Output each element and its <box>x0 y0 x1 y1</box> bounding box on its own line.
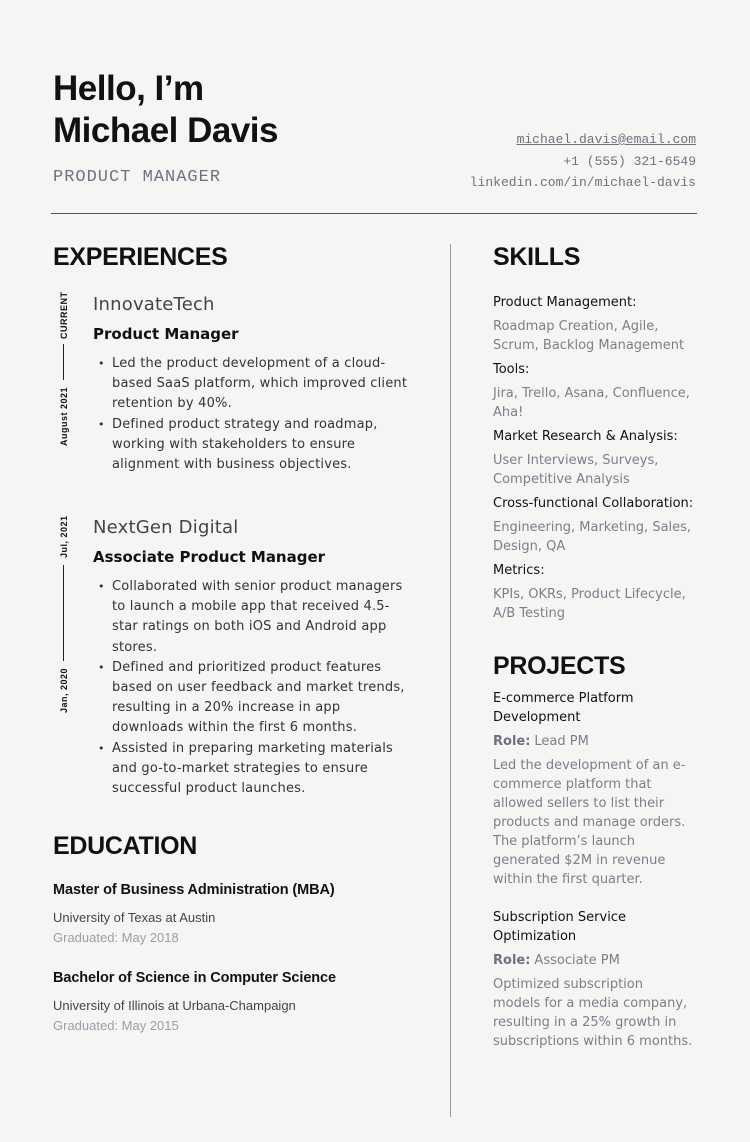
linkedin-link[interactable]: linkedin.com/in/michael-davis <box>469 175 696 190</box>
skill-values: KPIs, OKRs, Product Lifecycle, A/B Testing <box>493 587 686 621</box>
role-value: Lead PM <box>534 734 589 749</box>
skill-values: Roadmap Creation, Agile, Scrum, Backlog Management <box>493 319 685 353</box>
projects-title: PROJECTS <box>493 652 626 680</box>
experience-end-date: Jul, 2021 <box>59 515 69 559</box>
role-value: Associate PM <box>534 953 620 968</box>
experience-item <box>53 292 413 482</box>
experience-end-date: CURRENT <box>59 291 69 339</box>
list-item: • Defined and prioritized product features based on user feedback and market trends, resulting in a 20% increase in app downloads within the first 6 months. <box>98 658 413 739</box>
company-name: NextGen Digital <box>93 517 239 538</box>
phone-link[interactable]: +1 (555) 321-6549 <box>563 153 696 169</box>
project-item <box>493 689 693 889</box>
degree-title: Master of Business Administration (MBA) <box>53 882 335 898</box>
project-description: Optimized subscription models for a media company, resulting in a 25% growth in subscriptions within 6 months. <box>493 977 693 1049</box>
graduation-date: Graduated: May 2018 <box>53 930 179 945</box>
skill-values: User Interviews, Surveys, Competitive Analysis <box>493 453 659 487</box>
experience-start-date: August 2021 <box>59 386 69 446</box>
name-heading: Michael Davis <box>53 111 278 150</box>
graduation-date: Graduated: May 2015 <box>53 1018 179 1033</box>
greeting-heading <box>53 68 278 152</box>
school-name: University of Texas at Austin <box>53 910 216 925</box>
education-item <box>53 970 433 1033</box>
experiences-title: EXPERIENCES <box>53 243 228 271</box>
experience-item <box>53 515 413 797</box>
job-title: Associate Product Manager <box>93 548 326 566</box>
role-label: Role: <box>493 953 531 968</box>
list-item: • Defined product strategy and roadmap, working with stakeholders to ensure alignment with business objectives. <box>98 415 413 476</box>
experience-start-date: Jan, 2020 <box>59 667 69 713</box>
project-role <box>493 732 693 751</box>
project-name: Subscription Service Optimization <box>493 910 626 944</box>
skill-heading: Market Research & Analysis: <box>493 429 678 444</box>
list-item: • Led the product development of a cloud-based SaaS platform, which improved client retention by 40%. <box>98 354 413 415</box>
education-title: EDUCATION <box>53 832 198 860</box>
skill-heading: Tools: <box>493 362 530 377</box>
job-role: PRODUCT MANAGER <box>53 168 222 187</box>
skill-heading: Metrics: <box>493 563 545 578</box>
greeting-line-1: Hello, I’m <box>53 69 204 108</box>
list-item: • Collaborated with senior product managers to launch a mobile app that received 4.5-star ratings on both iOS and Android app stores. <box>98 577 413 658</box>
email-link[interactable]: michael.davis@email.com <box>516 132 696 147</box>
company-name: InnovateTech <box>93 294 215 315</box>
experience-bullets <box>98 577 413 799</box>
project-item <box>493 908 693 1051</box>
project-description: Led the development of an e-commerce platform that allowed sellers to list their products and manage orders. The platform’s launch generated $2M in revenue within the first quarter. <box>493 758 686 887</box>
skill-values: Engineering, Marketing, Sales, Design, QA <box>493 520 692 554</box>
role-label: Role: <box>493 734 531 749</box>
education-item <box>53 882 433 945</box>
school-name: University of Illinois at Urbana-Champaign <box>53 998 296 1013</box>
project-role <box>493 951 693 970</box>
skill-heading: Cross-functional Collaboration: <box>493 496 694 511</box>
timeline-line <box>63 344 64 380</box>
job-title: Product Manager <box>93 325 239 343</box>
header-divider <box>51 213 697 214</box>
list-item: • Assisted in preparing marketing materials and go-to-market strategies to ensure successful product launches. <box>98 739 413 800</box>
degree-title: Bachelor of Science in Computer Science <box>53 970 336 986</box>
contact-info <box>470 129 696 194</box>
skills-list <box>493 293 708 628</box>
column-divider <box>450 244 451 1117</box>
timeline-line <box>63 565 64 661</box>
skills-title: SKILLS <box>493 243 581 271</box>
project-name: E-commerce Platform Development <box>493 691 634 725</box>
skill-values: Jira, Trello, Asana, Confluence, Aha! <box>493 386 690 420</box>
experience-bullets <box>98 354 413 475</box>
skill-heading: Product Management: <box>493 295 637 310</box>
